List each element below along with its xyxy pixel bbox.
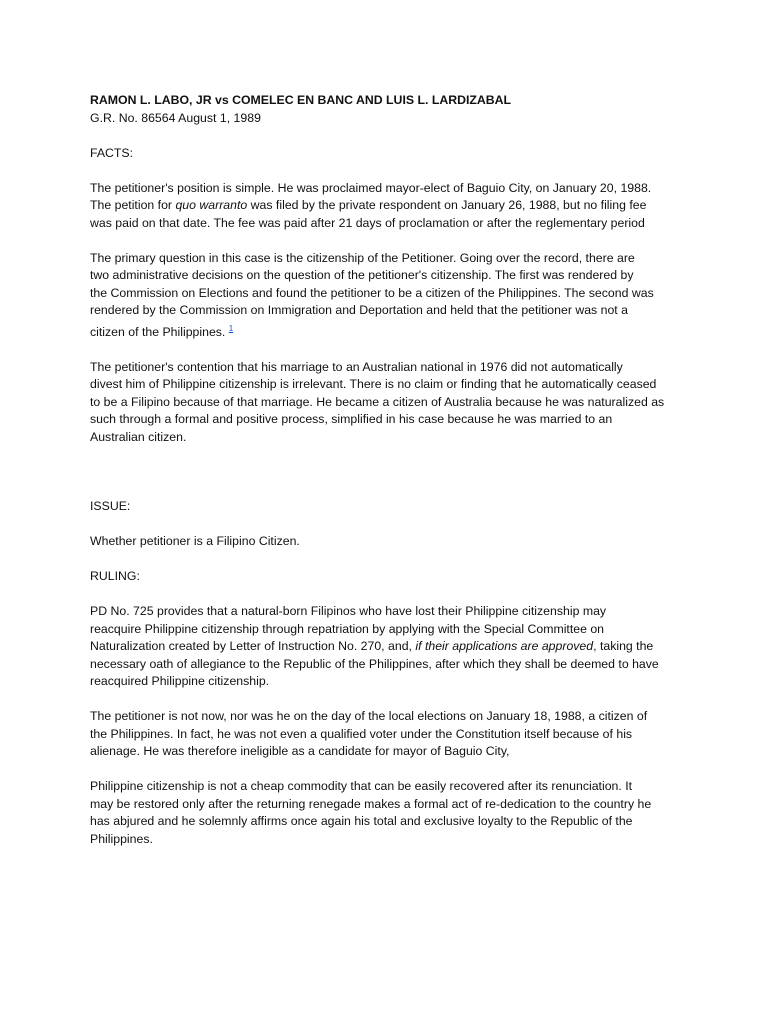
issue-text: Whether petitioner is a Filipino Citizen. xyxy=(90,534,300,549)
ruling-paragraph-2: The petitioner is not now, nor was he on the day of the local elections on January 18, 1988, a citizen of the Philippines. In fact, he was not even a qualified voter under the Constitution itself because of his alienage. He was therefore ineligible as a candidate for mayor of Baguio City, xyxy=(90,709,648,759)
footnote-link[interactable]: 1 xyxy=(228,323,234,333)
facts-paragraph-2: The primary question in this case is the citizenship of the Petitioner. Going over the record, there are two administrative decisions on the question of the petitioner's citizenship. The first was rendered by the Commission on Elections and found the petitioner to be a citizen of the Philippines. The second was rendered by the Commission on Immigration and Deportation and held that the petitioner was not a citizen of the Philippines. $^1$ xyxy=(90,250,654,339)
issue-heading: ISSUE: xyxy=(90,499,131,514)
case-title: RAMON L. LABO, JR vs COMELEC EN BANC AND LUIS L. LARDIZABAL xyxy=(90,93,512,107)
case-citation: G.R. No. 86564 August 1, 1989 xyxy=(90,110,261,125)
facts-paragraph-1: The petitioner's position is simple. He was proclaimed mayor-elect of Baguio City, on January 20, 1988. The petition for quo warranto was filed by the private respondent on January 26, 1988, but no filing fee was paid on that date. The fee was paid after 21 days of proclamation or after the reglementary period xyxy=(90,180,652,230)
facts-paragraph-3: The petitioner's contention that his marriage to an Australian national in 1976 did not automatically divest him of Philippine citizenship is irrelevant. There is no claim or finding that he automatically ceased to be a Filipino because of that marriage. He became a citizen of Australia because he was naturalized as such through a formal and positive process, simplified in his case because he was married to an Australian citizen. xyxy=(90,359,665,444)
ruling-heading: RULING: xyxy=(90,569,140,584)
document-page xyxy=(90,92,690,848)
ruling-paragraph-1: PD No. 725 provides that a natural-born Filipinos who have lost their Philippine citizenship may reacquire Philippine citizenship through repatriation by applying with the Special Committee on Naturalization created by Letter of Instruction No. 270, and, if their applications are approved, taking the necessary oath of allegiance to the Republic of the Philippines, after which they shall be deemed to have reacquired Philippine citizenship. xyxy=(90,604,659,689)
facts-heading: FACTS: xyxy=(90,145,134,160)
ruling-paragraph-3: Philippine citizenship is not a cheap commodity that can be easily recovered after its renunciation. It may be restored only after the returning renegade makes a formal act of re-dedication to the country he has abjured and he solemnly affirms once again his total and exclusive loyalty to the Republic of the Philippines. xyxy=(90,779,652,846)
